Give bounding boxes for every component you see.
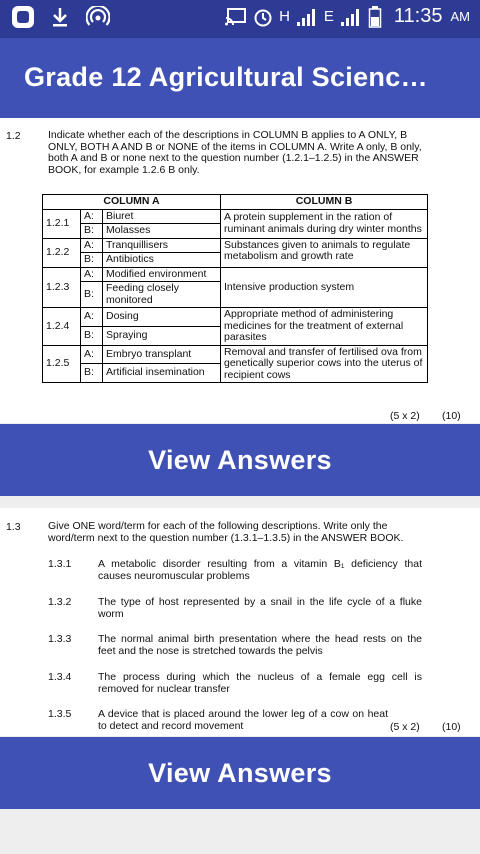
column-b-description: Substances given to animals to regulate metabolism and growth rate xyxy=(221,238,428,267)
view-answers-button[interactable]: View Answers xyxy=(0,424,480,496)
item-number: 1.3.3 xyxy=(48,633,72,645)
question-number: 1.3 xyxy=(6,521,21,533)
question-instruction: Indicate whether each of the descriptions in COLUMN B applies to A ONLY, B ONLY, BOTH A AND B or NONE of the items in COLUMN A. Write A only, B only, both A and B or none next to the question number (1.2.1–1.2.5) in the ANSWER BOOK, for example 1.2.6 B only. xyxy=(48,129,422,176)
column-a-header: COLUMN A xyxy=(43,195,221,210)
option-a: Biuret xyxy=(103,209,221,224)
option-b: Molasses xyxy=(103,224,221,239)
row-number: 1.2.5 xyxy=(43,345,81,383)
cast-icon xyxy=(225,8,247,26)
option-b-label: B: xyxy=(81,253,103,268)
hotspot-icon xyxy=(86,6,110,28)
row-number: 1.2.3 xyxy=(43,267,81,308)
table-row xyxy=(43,267,428,282)
table-row xyxy=(43,345,428,364)
item-text: The normal animal birth presentation where the head rests on the feet and the nose is stretched towards the pelvis xyxy=(98,633,422,657)
option-b: Feeding closely monitored xyxy=(103,282,221,308)
network-type-e: E xyxy=(323,8,334,25)
matching-table xyxy=(42,194,428,383)
item-text: The process during which the nucleus of a female egg cell is removed for nuclear transfer xyxy=(98,671,422,695)
option-b: Antibiotics xyxy=(103,253,221,268)
marks-calculation: (5 x 2) xyxy=(390,721,420,733)
question-number: 1.2 xyxy=(6,130,21,142)
column-b-description: Removal and transfer of fertilised ova from genetically superior cows into the uterus of recipient cows xyxy=(221,345,428,383)
marks-total: (10) xyxy=(442,410,461,422)
option-b-label: B: xyxy=(81,282,103,308)
option-a-label: A: xyxy=(81,267,103,282)
marks-total: (10) xyxy=(442,721,461,733)
status-bar xyxy=(0,0,480,38)
item-number: 1.3.2 xyxy=(48,596,72,608)
status-right-icons xyxy=(225,5,470,28)
row-number: 1.2.1 xyxy=(43,209,81,238)
network-type-h: H xyxy=(279,8,290,25)
app-bar xyxy=(0,38,480,118)
question-card-1-3 xyxy=(0,508,480,736)
marks-calculation: (5 x 2) xyxy=(390,410,420,422)
column-b-description: Intensive production system xyxy=(221,267,428,308)
column-b-description: A protein supplement in the ration of ruminant animals during dry winter months xyxy=(221,209,428,238)
status-ampm: AM xyxy=(450,9,470,24)
app-notification-icon xyxy=(12,6,34,28)
item-number: 1.3.1 xyxy=(48,558,72,570)
item-number: 1.3.4 xyxy=(48,671,72,683)
option-b: Spraying xyxy=(103,326,221,345)
table-row xyxy=(43,209,428,224)
view-answers-button[interactable]: View Answers xyxy=(0,737,480,809)
table-row xyxy=(43,308,428,327)
signal-icon xyxy=(340,8,362,26)
question-card-1-2 xyxy=(0,118,480,423)
option-a-label: A: xyxy=(81,209,103,224)
option-b-label: B: xyxy=(81,224,103,239)
option-b-label: B: xyxy=(81,326,103,345)
table-row xyxy=(43,238,428,253)
option-a: Tranquillisers xyxy=(103,238,221,253)
status-left-icons xyxy=(12,6,110,28)
download-icon xyxy=(50,6,70,28)
question-instruction: Give ONE word/term for each of the following descriptions. Write only the word/term next to the question number (1.3.1–1.3.5) in the ANSWER BOOK. xyxy=(48,520,404,544)
option-a: Embryo transplant xyxy=(103,345,221,364)
option-b-label: B: xyxy=(81,364,103,383)
item-number: 1.3.5 xyxy=(48,708,72,720)
signal-icon xyxy=(296,8,318,26)
option-a-label: A: xyxy=(81,308,103,327)
item-text: The type of host represented by a snail in the life cycle of a fluke worm xyxy=(98,596,422,620)
alarm-icon xyxy=(253,7,273,27)
item-text: A metabolic disorder resulting from a vitamin B₁ deficiency that causes neuromuscular problems xyxy=(98,558,422,582)
option-b: Artificial insemination xyxy=(103,364,221,383)
app-title: Grade 12 Agricultural Scienc… xyxy=(24,62,428,92)
column-b-header: COLUMN B xyxy=(221,195,428,210)
row-number: 1.2.4 xyxy=(43,308,81,346)
column-b-description: Appropriate method of administering medicines for the treatment of external parasites xyxy=(221,308,428,346)
battery-icon xyxy=(368,6,382,28)
option-a-label: A: xyxy=(81,345,103,364)
item-text: A device that is placed around the lower leg of a cow on heat to detect and record movement xyxy=(98,708,388,732)
status-time: 11:35 xyxy=(393,5,443,27)
row-number: 1.2.2 xyxy=(43,238,81,267)
option-a: Modified environment xyxy=(103,267,221,282)
option-a-label: A: xyxy=(81,238,103,253)
option-a: Dosing xyxy=(103,308,221,327)
